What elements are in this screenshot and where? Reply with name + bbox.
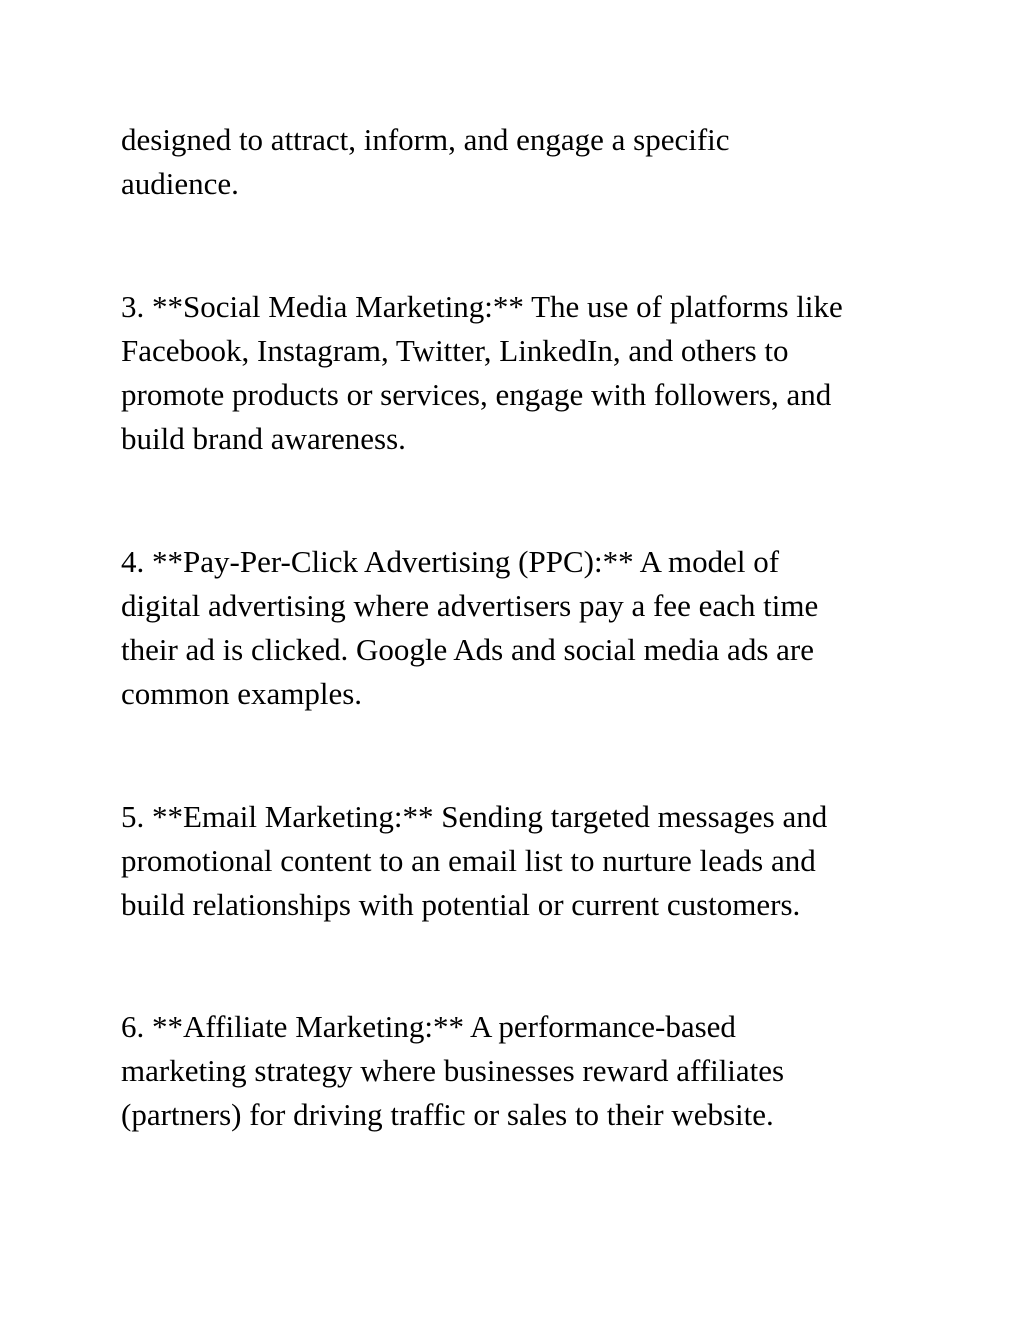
paragraph-affiliate-marketing — [121, 1005, 921, 1137]
text-line: (partners) for driving traffic or sales to their website. — [121, 1097, 774, 1132]
text-line: promotional content to an email list to nurture leads and — [121, 843, 816, 878]
paragraph-social-media-marketing — [121, 285, 921, 461]
text-line: digital advertising where advertisers pay a fee each time — [121, 588, 819, 623]
text-line: build brand awareness. — [121, 421, 406, 456]
text-line: Facebook, Instagram, Twitter, LinkedIn, and others to — [121, 333, 789, 368]
text-line: marketing strategy where businesses reward affiliates — [121, 1053, 785, 1088]
text-line: audience. — [121, 166, 239, 201]
text-line: 3. **Social Media Marketing:** The use of platforms like — [121, 289, 843, 324]
text-line: common examples. — [121, 676, 363, 711]
text-line: build relationships with potential or current customers. — [121, 887, 801, 922]
paragraph-email-marketing — [121, 795, 921, 927]
text-line: 4. **Pay-Per-Click Advertising (PPC):** A model of — [121, 544, 780, 579]
text-line: designed to attract, inform, and engage a specific — [121, 122, 730, 157]
text-line: 6. **Affiliate Marketing:** A performance-based — [121, 1009, 736, 1044]
paragraph-pay-per-click-advertising — [121, 540, 921, 716]
text-line: their ad is clicked. Google Ads and social media ads are — [121, 632, 814, 667]
text-line: promote products or services, engage with followers, and — [121, 377, 832, 412]
text-line: 5. **Email Marketing:** Sending targeted messages and — [121, 799, 828, 834]
paragraph-content-marketing-continued — [121, 118, 921, 206]
